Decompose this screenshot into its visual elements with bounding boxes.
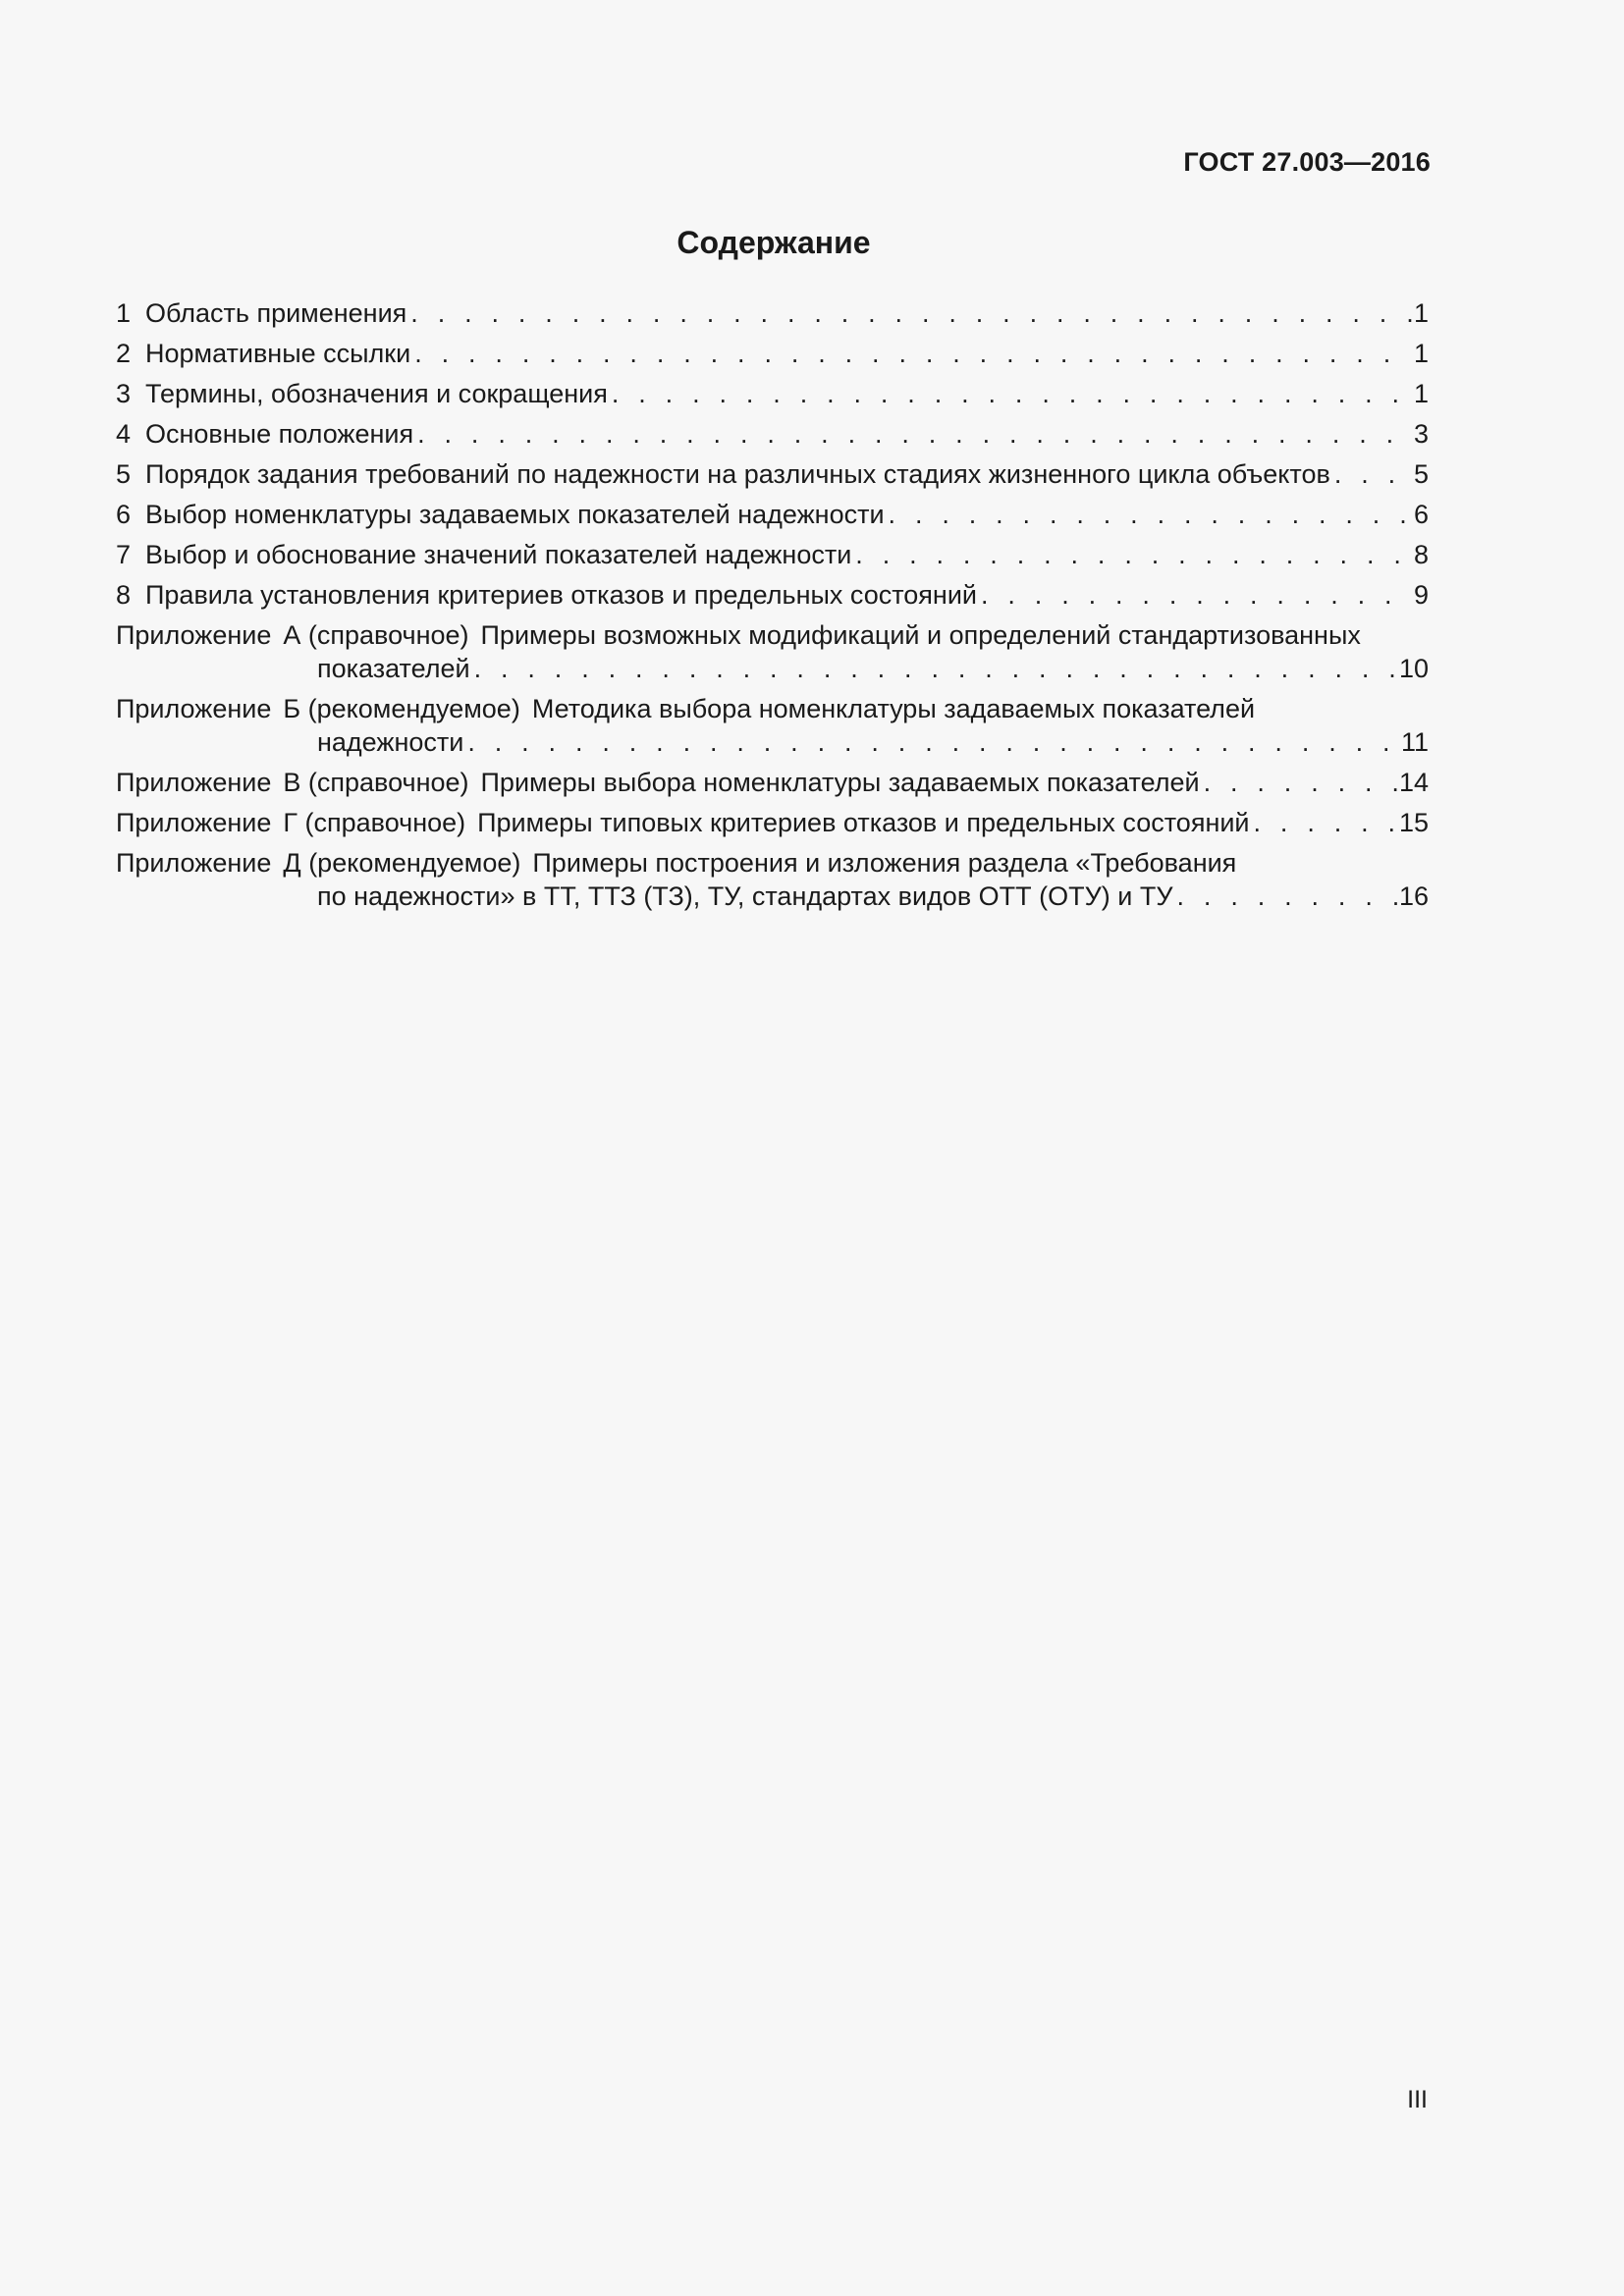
toc-entry-section-7[interactable] [116,538,1429,571]
toc-section-title: Нормативные ссылки [145,339,411,368]
appendix-label: Приложение [116,620,272,650]
toc-leader-dots [889,498,1412,531]
toc-entry-section-3[interactable] [116,377,1429,410]
appendix-status: (справочное) [307,620,469,650]
appendix-letter: А [283,620,301,650]
toc-page-number: 15 [1398,808,1429,837]
appendix-title-line2: по надежности» в ТТ, ТТЗ (ТЗ), ТУ, стандартах видов ОТТ (ОТУ) и ТУ [317,881,1173,911]
toc-section-title: Основные положения [145,419,414,449]
toc-page-number: 14 [1398,768,1429,797]
toc-leader-dots [410,296,1412,330]
appendix-title-line1: Примеры построения и изложения раздела «Требования [532,848,1237,878]
appendix-title-line1: Методика выбора номенклатуры задаваемых показателей [531,694,1256,723]
toc-section-title: Выбор номенклатуры задаваемых показателей надежности [145,500,885,529]
toc-page-number: 1 [1413,339,1429,368]
appendix-letter: Б [283,694,301,723]
toc-page-number: 3 [1413,419,1429,449]
toc-section-number: 1 [116,298,132,328]
toc-section-number: 4 [116,419,132,449]
appendix-label: Приложение [116,768,272,797]
toc-section-number: 2 [116,339,132,368]
appendix-status: (рекомендуемое) [307,694,520,723]
toc-page-number: 11 [1400,727,1429,757]
toc-entry-appendix-a[interactable] [116,618,1429,685]
toc-leader-dots [1334,457,1412,491]
toc-section-number: 5 [116,459,132,489]
toc-page-number: 16 [1398,881,1429,911]
toc-section-number: 6 [116,500,132,529]
appendix-status: (справочное) [304,808,466,837]
toc-leader-dots [1254,806,1397,839]
toc-entry-section-6[interactable] [116,498,1429,531]
toc-leader-dots [981,578,1412,612]
toc-section-title: Выбор и обоснование значений показателей надежности [145,540,852,569]
toc-page-number: 8 [1413,540,1429,569]
toc-leader-dots [1177,880,1397,913]
toc-section-number: 3 [116,379,132,408]
toc-entry-section-1[interactable] [116,296,1429,330]
appendix-letter: В [283,768,301,797]
toc-section-title: Область применения [145,298,407,328]
appendix-label: Приложение [116,808,272,837]
toc-page-number: 5 [1413,459,1429,489]
toc-page-number: 1 [1413,379,1429,408]
toc-title: Содержание [677,225,871,260]
toc-leader-dots [855,538,1412,571]
toc-section-title: Правила установления критериев отказов и предельных состояний [145,580,977,610]
toc-page-number: 6 [1413,500,1429,529]
toc-section-number: 8 [116,580,132,610]
appendix-title-line1: Примеры выбора номенклатуры задаваемых показателей [480,768,1200,797]
toc-leader-dots [1204,766,1397,799]
toc-section-title: Термины, обозначения и сокращения [145,379,608,408]
toc-entry-section-4[interactable] [116,417,1429,451]
toc-section-title: Порядок задания требований по надежности на различных стадиях жизненного цикла объектов [145,459,1330,489]
toc-leader-dots [467,725,1399,759]
toc-entry-appendix-b[interactable] [116,692,1429,759]
appendix-letter: Д [283,848,301,878]
appendix-status: (рекомендуемое) [308,848,521,878]
toc-page-number: 1 [1413,298,1429,328]
toc-leader-dots [612,377,1412,410]
page-number: III [1407,2086,1428,2113]
appendix-status: (справочное) [307,768,469,797]
appendix-title-line1: Примеры типовых критериев отказов и предельных состояний [477,808,1250,837]
toc-entry-section-2[interactable] [116,337,1429,370]
appendix-label: Приложение [116,848,272,878]
document-id: ГОСТ 27.003—2016 [1183,147,1431,177]
appendix-title-line2: надежности [317,727,464,757]
table-of-contents [116,296,1429,920]
toc-entry-section-8[interactable] [116,578,1429,612]
appendix-letter: Г [283,808,298,837]
toc-page-number: 10 [1398,654,1429,683]
toc-leader-dots [474,652,1397,685]
toc-entry-appendix-d[interactable] [116,846,1429,913]
toc-leader-dots [417,417,1412,451]
toc-entry-appendix-v[interactable] [116,766,1429,799]
toc-page-number: 9 [1413,580,1429,610]
appendix-title-line2: показателей [317,654,470,683]
toc-section-number: 7 [116,540,132,569]
toc-entry-appendix-g[interactable] [116,806,1429,839]
appendix-label: Приложение [116,694,272,723]
toc-entry-section-5[interactable] [116,457,1429,491]
toc-leader-dots [414,337,1412,370]
appendix-title-line1: Примеры возможных модификаций и определений стандартизованных [480,620,1361,650]
